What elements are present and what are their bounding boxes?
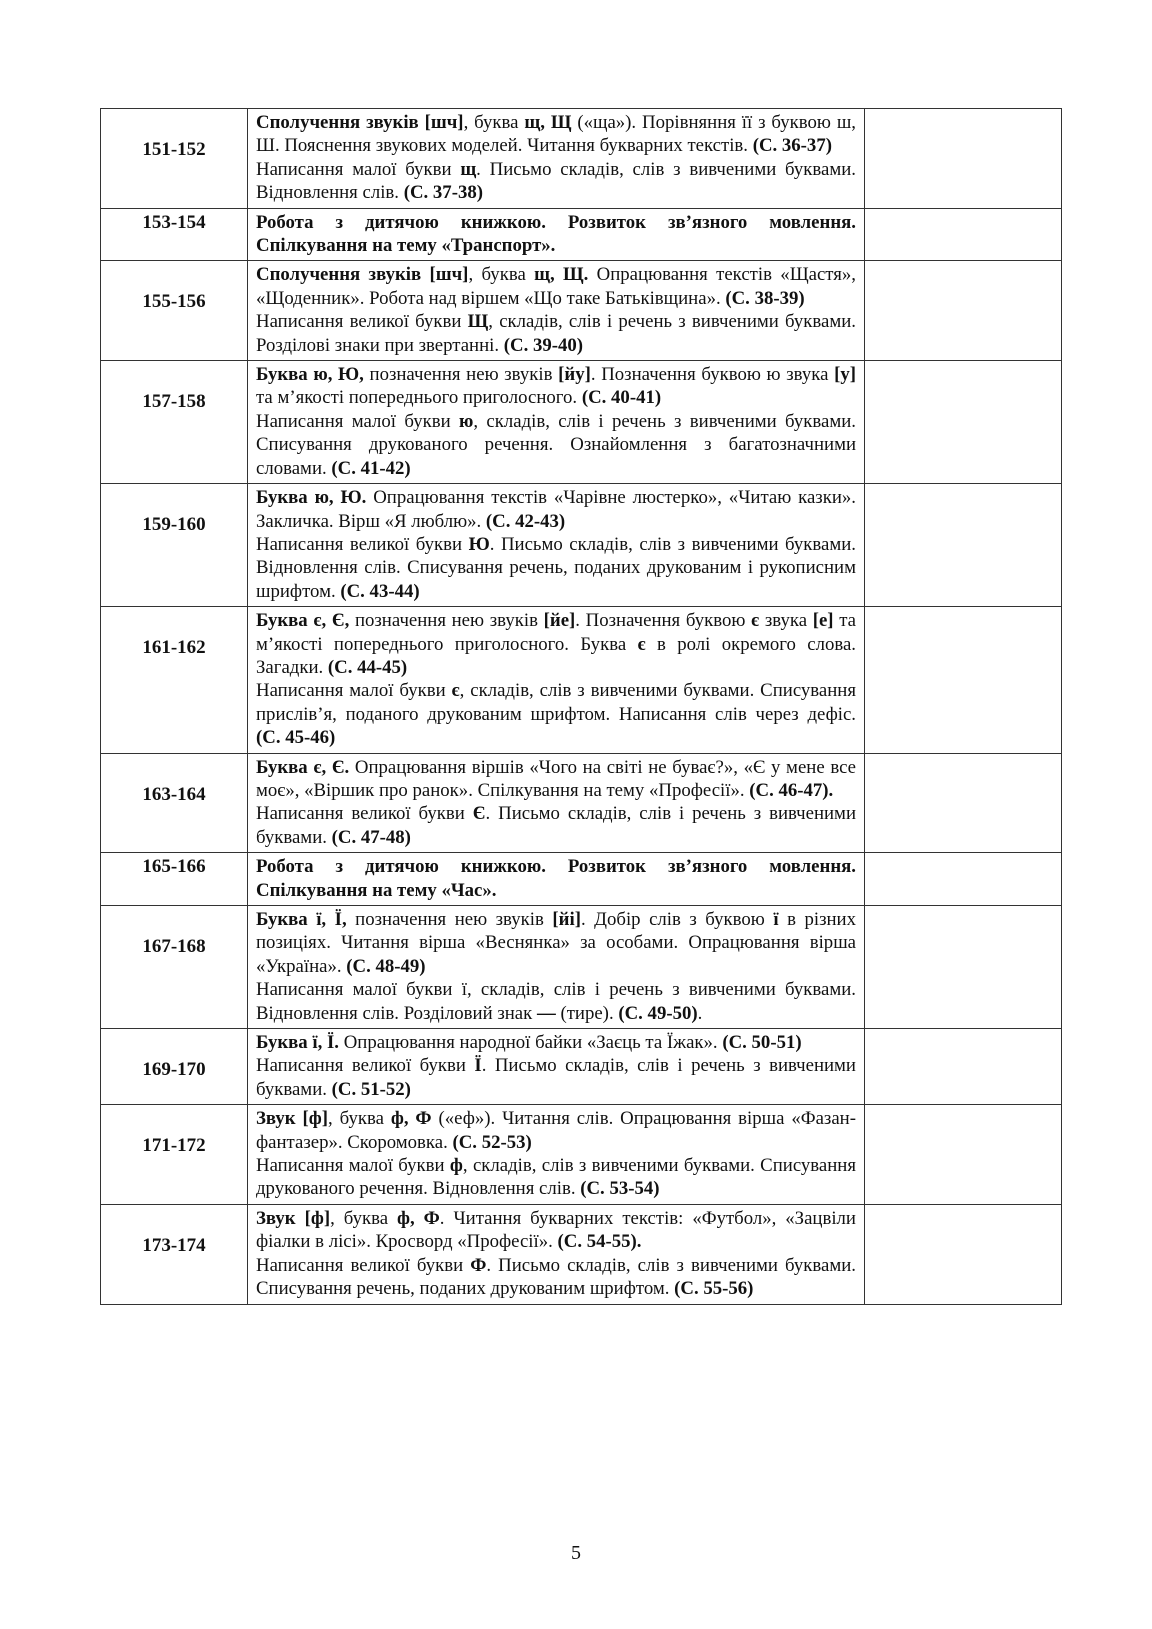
topic-text-segment: Буква ю, Ю, [256, 364, 364, 386]
topic-text-segment: та м’якості попереднього приголосного. [256, 387, 582, 409]
topic-text-segment: в ролі окремого слова. Загадки. [256, 633, 856, 678]
topic-text-segment: в різних позиціях. Читання вірша «Веснянка» за особами. Опрацювання вірша «Україна». [256, 909, 856, 977]
topic-writing-paragraph [256, 1154, 856, 1201]
topic-text-segment: Написання великої букви [256, 311, 468, 333]
topic-text-segment: звука [759, 610, 813, 632]
lesson-number: 155-156 [101, 261, 248, 361]
topic-text-segment: Буква ю, Ю. [256, 487, 367, 509]
topic-text-segment: Опрацювання народної байки «Заєць та Їжак». [339, 1032, 723, 1054]
lesson-number: 153-154 [101, 208, 248, 261]
notes-cell [865, 261, 1062, 361]
topic-writing-paragraph [256, 978, 856, 1025]
lesson-number: 157-158 [101, 361, 248, 484]
topic-text-segment: Опрацювання текстів «Щастя», «Щоденник». Робота над віршем «Що таке Батьківщина». [256, 264, 856, 309]
topic-reading-paragraph [256, 1031, 856, 1054]
topic-text-segment: Опрацювання віршів «Чого на світі не буває?», «Є у мене все моє», «Віршик про ранок». Спілкування на тему «Професії». [256, 756, 856, 801]
topic-text-segment: , складів, слів і речень з вивченими буквами. Списування друкованого речення. Ознайомлення з багатозначними словами. [256, 410, 856, 479]
table-row [101, 906, 1062, 1029]
topic-text-segment: (С. 42-43) [485, 510, 566, 532]
topic-writing-paragraph [256, 1054, 856, 1101]
page-number: 5 [571, 1542, 581, 1564]
topic-text-segment: (С. 41-42) [331, 457, 411, 479]
topic-text-segment: щ, Щ [524, 112, 572, 133]
lesson-topic [248, 261, 865, 361]
topic-text-segment: (С. 49-50) [618, 1002, 698, 1024]
topic-text-segment: та м’якості попереднього приголосного. Буква [256, 610, 856, 655]
topic-text-segment: . Позначення буквою ю звука [590, 364, 835, 386]
topic-writing-paragraph [256, 158, 856, 205]
topic-reading-paragraph [256, 1207, 856, 1254]
table-row [101, 753, 1062, 853]
topic-reading-paragraph [256, 363, 856, 410]
topic-reading-paragraph [256, 486, 856, 533]
topic-text-segment: Буква є, Є, [256, 610, 350, 632]
topic-text-segment: (С. 53-54) [580, 1178, 660, 1200]
topic-text-segment: . Письмо складів, слів і речень з вивченими буквами. [256, 803, 856, 848]
topic-reading-paragraph [256, 211, 856, 258]
topic-reading-paragraph [256, 908, 856, 978]
topic-text-segment: (тире). [555, 1002, 619, 1024]
topic-reading-paragraph [256, 1107, 856, 1154]
table-row [101, 261, 1062, 361]
topic-writing-paragraph [256, 679, 856, 749]
topic-text-segment: (С. 38-39) [725, 287, 805, 309]
lesson-topic [248, 208, 865, 261]
topic-text-segment: (С. 50-51) [722, 1032, 802, 1054]
topic-text-segment: Написання малої букви [256, 680, 452, 702]
topic-text-segment: Є [472, 803, 486, 825]
lesson-number: 161-162 [101, 607, 248, 753]
topic-text-segment: Буква ї, Ї. [256, 1032, 340, 1054]
topic-text-segment: Щ [467, 311, 489, 333]
topic-text-segment: Буква ї, Ї, [256, 909, 347, 930]
notes-cell [865, 1105, 1062, 1205]
topic-writing-paragraph [256, 1254, 856, 1301]
topic-text-segment: Робота з дитячою книжкою. Розвиток зв’язного мовлення. Спілкування на тему «Транспорт». [256, 211, 856, 257]
topic-text-segment: Звук [ф] [256, 1207, 331, 1229]
topic-text-segment: щ [460, 158, 477, 180]
notes-cell [865, 109, 1062, 209]
topic-text-segment: , буква [328, 1108, 391, 1130]
lesson-number: 169-170 [101, 1029, 248, 1105]
notes-cell [865, 361, 1062, 484]
notes-cell [865, 753, 1062, 853]
notes-cell [865, 1204, 1062, 1304]
topic-text-segment: Ї [474, 1055, 482, 1077]
topic-text-segment: Написання малої букви [256, 1155, 450, 1177]
topic-text-segment: (С. 45-46) [256, 727, 336, 749]
topic-text-segment: (С. 47-48) [331, 826, 411, 848]
topic-text-segment: (С. 39-40) [503, 334, 584, 356]
topic-text-segment: Сполучення звуків [шч] [256, 264, 469, 286]
topic-reading-paragraph [256, 111, 856, 158]
topic-text-segment: . Позначення буквою [575, 610, 752, 632]
lesson-number: 151-152 [101, 109, 248, 209]
topic-text-segment: є [637, 633, 646, 655]
topic-text-segment: (С. 51-52) [331, 1078, 411, 1100]
topic-text-segment: («еф»). Читання слів. Опрацювання вірша «Фазан-фантазер». Скоромовка. [256, 1108, 856, 1153]
table-row [101, 208, 1062, 261]
topic-text-segment: є [751, 610, 760, 632]
topic-text-segment: [е] [812, 610, 834, 632]
topic-reading-paragraph [256, 263, 856, 310]
topic-reading-paragraph [256, 756, 856, 803]
topic-text-segment: (С. 55-56) [674, 1278, 754, 1300]
topic-text-segment: (С. 37-38) [403, 182, 483, 204]
table-row [101, 109, 1062, 209]
topic-text-segment: Написання великої букви [256, 533, 469, 555]
lesson-topic [248, 1029, 865, 1105]
topic-text-segment: Звук [ф] [256, 1108, 329, 1130]
lesson-topic [248, 906, 865, 1029]
topic-writing-paragraph [256, 310, 856, 357]
lesson-number: 171-172 [101, 1105, 248, 1205]
lesson-number: 173-174 [101, 1204, 248, 1304]
topic-text-segment: («ща»). Порівняння її з буквою ш, Ш. Пояснення звукових моделей. Читання букварних текстів. [256, 112, 856, 157]
topic-text-segment: (С. 36-37) [752, 135, 832, 157]
topic-text-segment: щ, Щ. [534, 264, 589, 286]
topic-text-segment: Робота з дитячою книжкою. Розвиток зв’язного мовлення. Спілкування на тему «Час». [256, 856, 856, 901]
topic-text-segment: , буква [330, 1207, 398, 1229]
topic-text-segment: Написання малої букви [256, 410, 459, 432]
lesson-topic [248, 1105, 865, 1205]
topic-text-segment: Сполучення звуків [шч] [256, 112, 464, 133]
topic-text-segment: Написання малої букви [256, 158, 461, 180]
table-row [101, 484, 1062, 607]
lesson-topic [248, 484, 865, 607]
topic-text-segment: . Читання букварних текстів: «Футбол», «Зацвіли фіалки в лісі». Кросворд «Професії». [256, 1207, 856, 1253]
topic-text-segment: . Письмо складів, слів з вивченими буквами. Списування речень, поданих друкованим шрифтом. [256, 1254, 856, 1300]
lesson-topic [248, 607, 865, 753]
topic-text-segment: позначення нею звуків [346, 909, 553, 930]
lesson-topic [248, 853, 865, 906]
topic-text-segment: [йе] [543, 610, 576, 632]
topic-text-segment: — [536, 1002, 556, 1024]
lesson-plan-table [100, 108, 1062, 1305]
topic-text-segment: [у] [834, 364, 856, 386]
topic-text-segment: , складів, слів і речень з вивченими буквами. Розділові знаки при звертанні. [256, 311, 856, 356]
notes-cell [865, 906, 1062, 1029]
topic-text-segment: (С. 43-44) [340, 580, 420, 602]
topic-text-segment: Написання великої букви [256, 803, 473, 825]
topic-text-segment: Написання великої букви [256, 1055, 475, 1077]
topic-text-segment: . Добір слів з буквою [580, 909, 774, 930]
topic-writing-paragraph [256, 802, 856, 849]
topic-text-segment: Опрацювання текстів «Чарівне люстерко», «Читаю казки». Закличка. Вірш «Я люблю». [256, 487, 856, 532]
topic-text-segment: (С. 46-47). [749, 779, 834, 801]
topic-writing-paragraph [256, 533, 856, 603]
notes-cell [865, 1029, 1062, 1105]
topic-reading-paragraph [256, 609, 856, 679]
topic-text-segment: , буква [463, 112, 525, 133]
topic-text-segment: . Письмо складів, слів з вивченими буквами. Відновлення слів. Списування речень, поданих друкованим і рукописним шрифтом. [256, 533, 856, 602]
topic-text-segment: ф [449, 1155, 463, 1177]
table-row [101, 853, 1062, 906]
table-row [101, 1204, 1062, 1304]
lesson-topic [248, 361, 865, 484]
topic-text-segment: , складів, слів з вивченими буквами. Списування прислів’я, поданого друкованим шрифтом. Написання слів через дефіс. [256, 680, 856, 725]
topic-text-segment: ф, Ф [397, 1207, 440, 1229]
topic-text-segment: Написання великої букви [256, 1254, 471, 1276]
lesson-number: 159-160 [101, 484, 248, 607]
topic-text-segment: Ф [470, 1254, 487, 1276]
topic-writing-paragraph [256, 410, 856, 480]
topic-text-segment: (С. 40-41) [581, 387, 662, 409]
topic-text-segment: . [697, 1002, 703, 1024]
notes-cell [865, 484, 1062, 607]
topic-reading-paragraph [256, 855, 856, 902]
topic-text-segment: ф, Ф [390, 1108, 432, 1130]
topic-text-segment: (С. 52-53) [452, 1131, 532, 1153]
lesson-topic [248, 1204, 865, 1304]
lesson-plan-body [101, 109, 1062, 1305]
lesson-number: 167-168 [101, 906, 248, 1029]
topic-text-segment: [йу] [558, 364, 591, 386]
topic-text-segment: ю [459, 410, 474, 432]
topic-text-segment: ї [773, 909, 779, 930]
notes-cell [865, 208, 1062, 261]
topic-text-segment: є [451, 680, 460, 702]
topic-text-segment: , буква [468, 264, 535, 286]
topic-text-segment: Ю [468, 533, 490, 555]
table-row [101, 361, 1062, 484]
topic-text-segment: позначення нею звуків [363, 364, 559, 386]
lesson-topic [248, 753, 865, 853]
table-row [101, 607, 1062, 753]
table-row [101, 1029, 1062, 1105]
lesson-topic [248, 109, 865, 209]
topic-text-segment: позначення нею звуків [349, 610, 544, 632]
topic-text-segment: . Письмо складів, слів з вивченими буквами. Відновлення слів. [256, 158, 856, 204]
topic-text-segment: (С. 44-45) [327, 656, 408, 678]
table-row [101, 1105, 1062, 1205]
topic-text-segment: (С. 54-55). [557, 1231, 642, 1253]
topic-text-segment: , складів, слів з вивченими буквами. Списування друкованого речення. Відновлення слів. [256, 1155, 856, 1200]
topic-text-segment: Буква є, Є. [256, 756, 350, 778]
notes-cell [865, 853, 1062, 906]
lesson-number: 165-166 [101, 853, 248, 906]
topic-text-segment: [йі] [552, 909, 581, 930]
topic-text-segment: Написання малої букви ї, складів, слів і речень з вивченими буквами. Відновлення слів. Розділовий знак [256, 979, 856, 1024]
topic-text-segment: . Письмо складів, слів і речень з вивченими буквами. [256, 1055, 856, 1100]
notes-cell [865, 607, 1062, 753]
topic-text-segment: (С. 48-49) [346, 955, 426, 977]
lesson-number: 163-164 [101, 753, 248, 853]
